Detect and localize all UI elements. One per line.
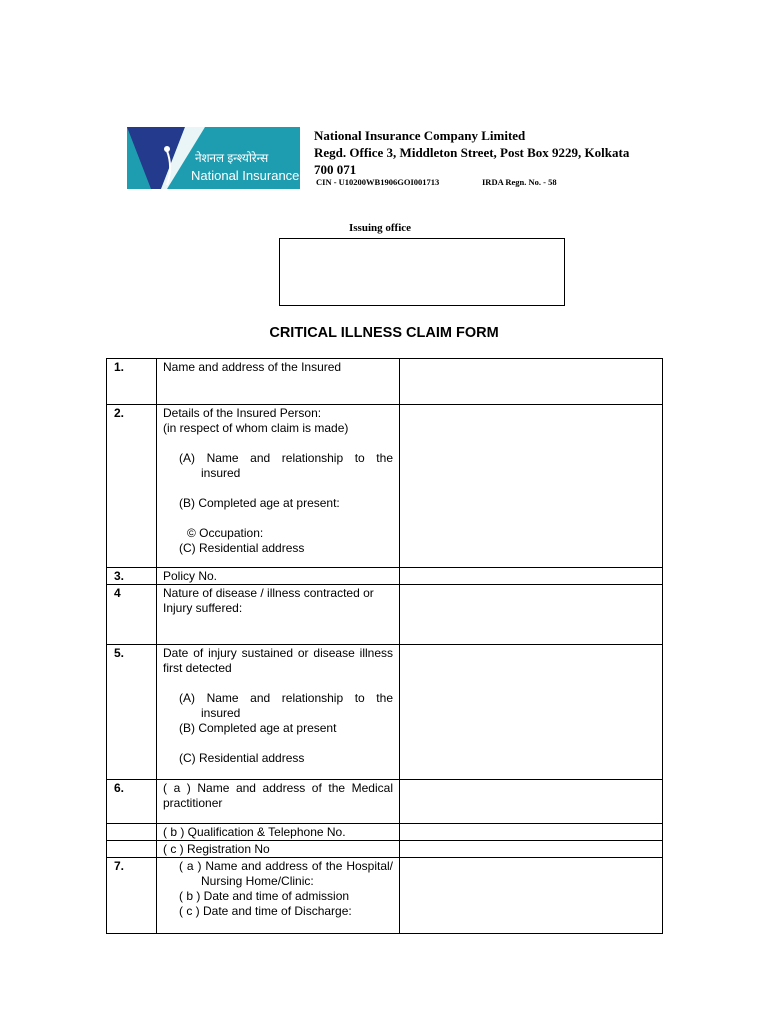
row-number: 5. xyxy=(107,645,157,780)
row-number: 7. xyxy=(107,858,157,934)
row-label: ( c ) Registration No xyxy=(157,841,400,858)
company-header xyxy=(314,127,644,178)
irda-number: IRDA Regn. No. - 58 xyxy=(482,177,557,187)
table-row xyxy=(107,841,663,858)
policy-number-field[interactable] xyxy=(400,568,663,585)
issuing-office-box[interactable] xyxy=(279,238,565,306)
company-address-line2: 700 071 xyxy=(314,162,357,177)
row-label: Details of the Insured Person: (in respect of whom claim is made) (A) Name and relationship to the insured (B) Completed age at present: © Occupation: (C) Residential address xyxy=(157,405,400,568)
insured-name-address-field[interactable] xyxy=(400,359,663,405)
hospital-details-field[interactable] xyxy=(400,858,663,934)
medical-practitioner-field[interactable] xyxy=(400,780,663,824)
company-name: National Insurance Company Limited xyxy=(314,128,526,143)
table-row xyxy=(107,858,663,934)
row-label: ( b ) Qualification & Telephone No. xyxy=(157,824,400,841)
row-number: 1. xyxy=(107,359,157,405)
row-number: 2. xyxy=(107,405,157,568)
claim-form-table xyxy=(106,358,663,934)
cin-number: CIN - U10200WB1906GOI001713 xyxy=(316,177,440,187)
table-row xyxy=(107,824,663,841)
table-row xyxy=(107,568,663,585)
row-number: 3. xyxy=(107,568,157,585)
row-label: Nature of disease / illness contracted or Injury suffered: xyxy=(157,585,400,645)
row-label: Name and address of the Insured xyxy=(157,359,400,405)
logo-english-text: National Insurance xyxy=(191,168,300,183)
registration-row xyxy=(316,177,557,187)
table-row xyxy=(107,780,663,824)
table-row xyxy=(107,405,663,568)
row-label: ( a ) Name and address of the Hospital/ Nursing Home/Clinic: ( b ) Date and time of admission ( c ) Date and time of Discharge: xyxy=(157,858,400,934)
registration-number-field[interactable] xyxy=(400,841,663,858)
national-insurance-logo xyxy=(127,127,300,189)
logo-hindi-text: नेशनल इन्श्योरेन्स xyxy=(195,151,269,165)
table-row xyxy=(107,585,663,645)
table-row xyxy=(107,645,663,780)
row-number xyxy=(107,824,157,841)
row-label: Policy No. xyxy=(157,568,400,585)
table-row xyxy=(107,359,663,405)
nature-of-disease-field[interactable] xyxy=(400,585,663,645)
row-number: 6. xyxy=(107,780,157,824)
qualification-telephone-field[interactable] xyxy=(400,824,663,841)
issuing-office-label: Issuing office xyxy=(349,222,412,234)
row-label: Date of injury sustained or disease illness first detected (A) Name and relationship to the insured (B) Completed age at present (C) Residential address xyxy=(157,645,400,780)
insured-person-details-field[interactable] xyxy=(400,405,663,568)
row-number: 4 xyxy=(107,585,157,645)
row-number xyxy=(107,841,157,858)
date-of-injury-field[interactable] xyxy=(400,645,663,780)
form-title: CRITICAL ILLNESS CLAIM FORM xyxy=(269,325,499,341)
row-label: ( a ) Name and address of the Medical practitioner xyxy=(157,780,400,824)
company-address-line1: Regd. Office 3, Middleton Street, Post Box 9229, Kolkata xyxy=(314,145,630,160)
